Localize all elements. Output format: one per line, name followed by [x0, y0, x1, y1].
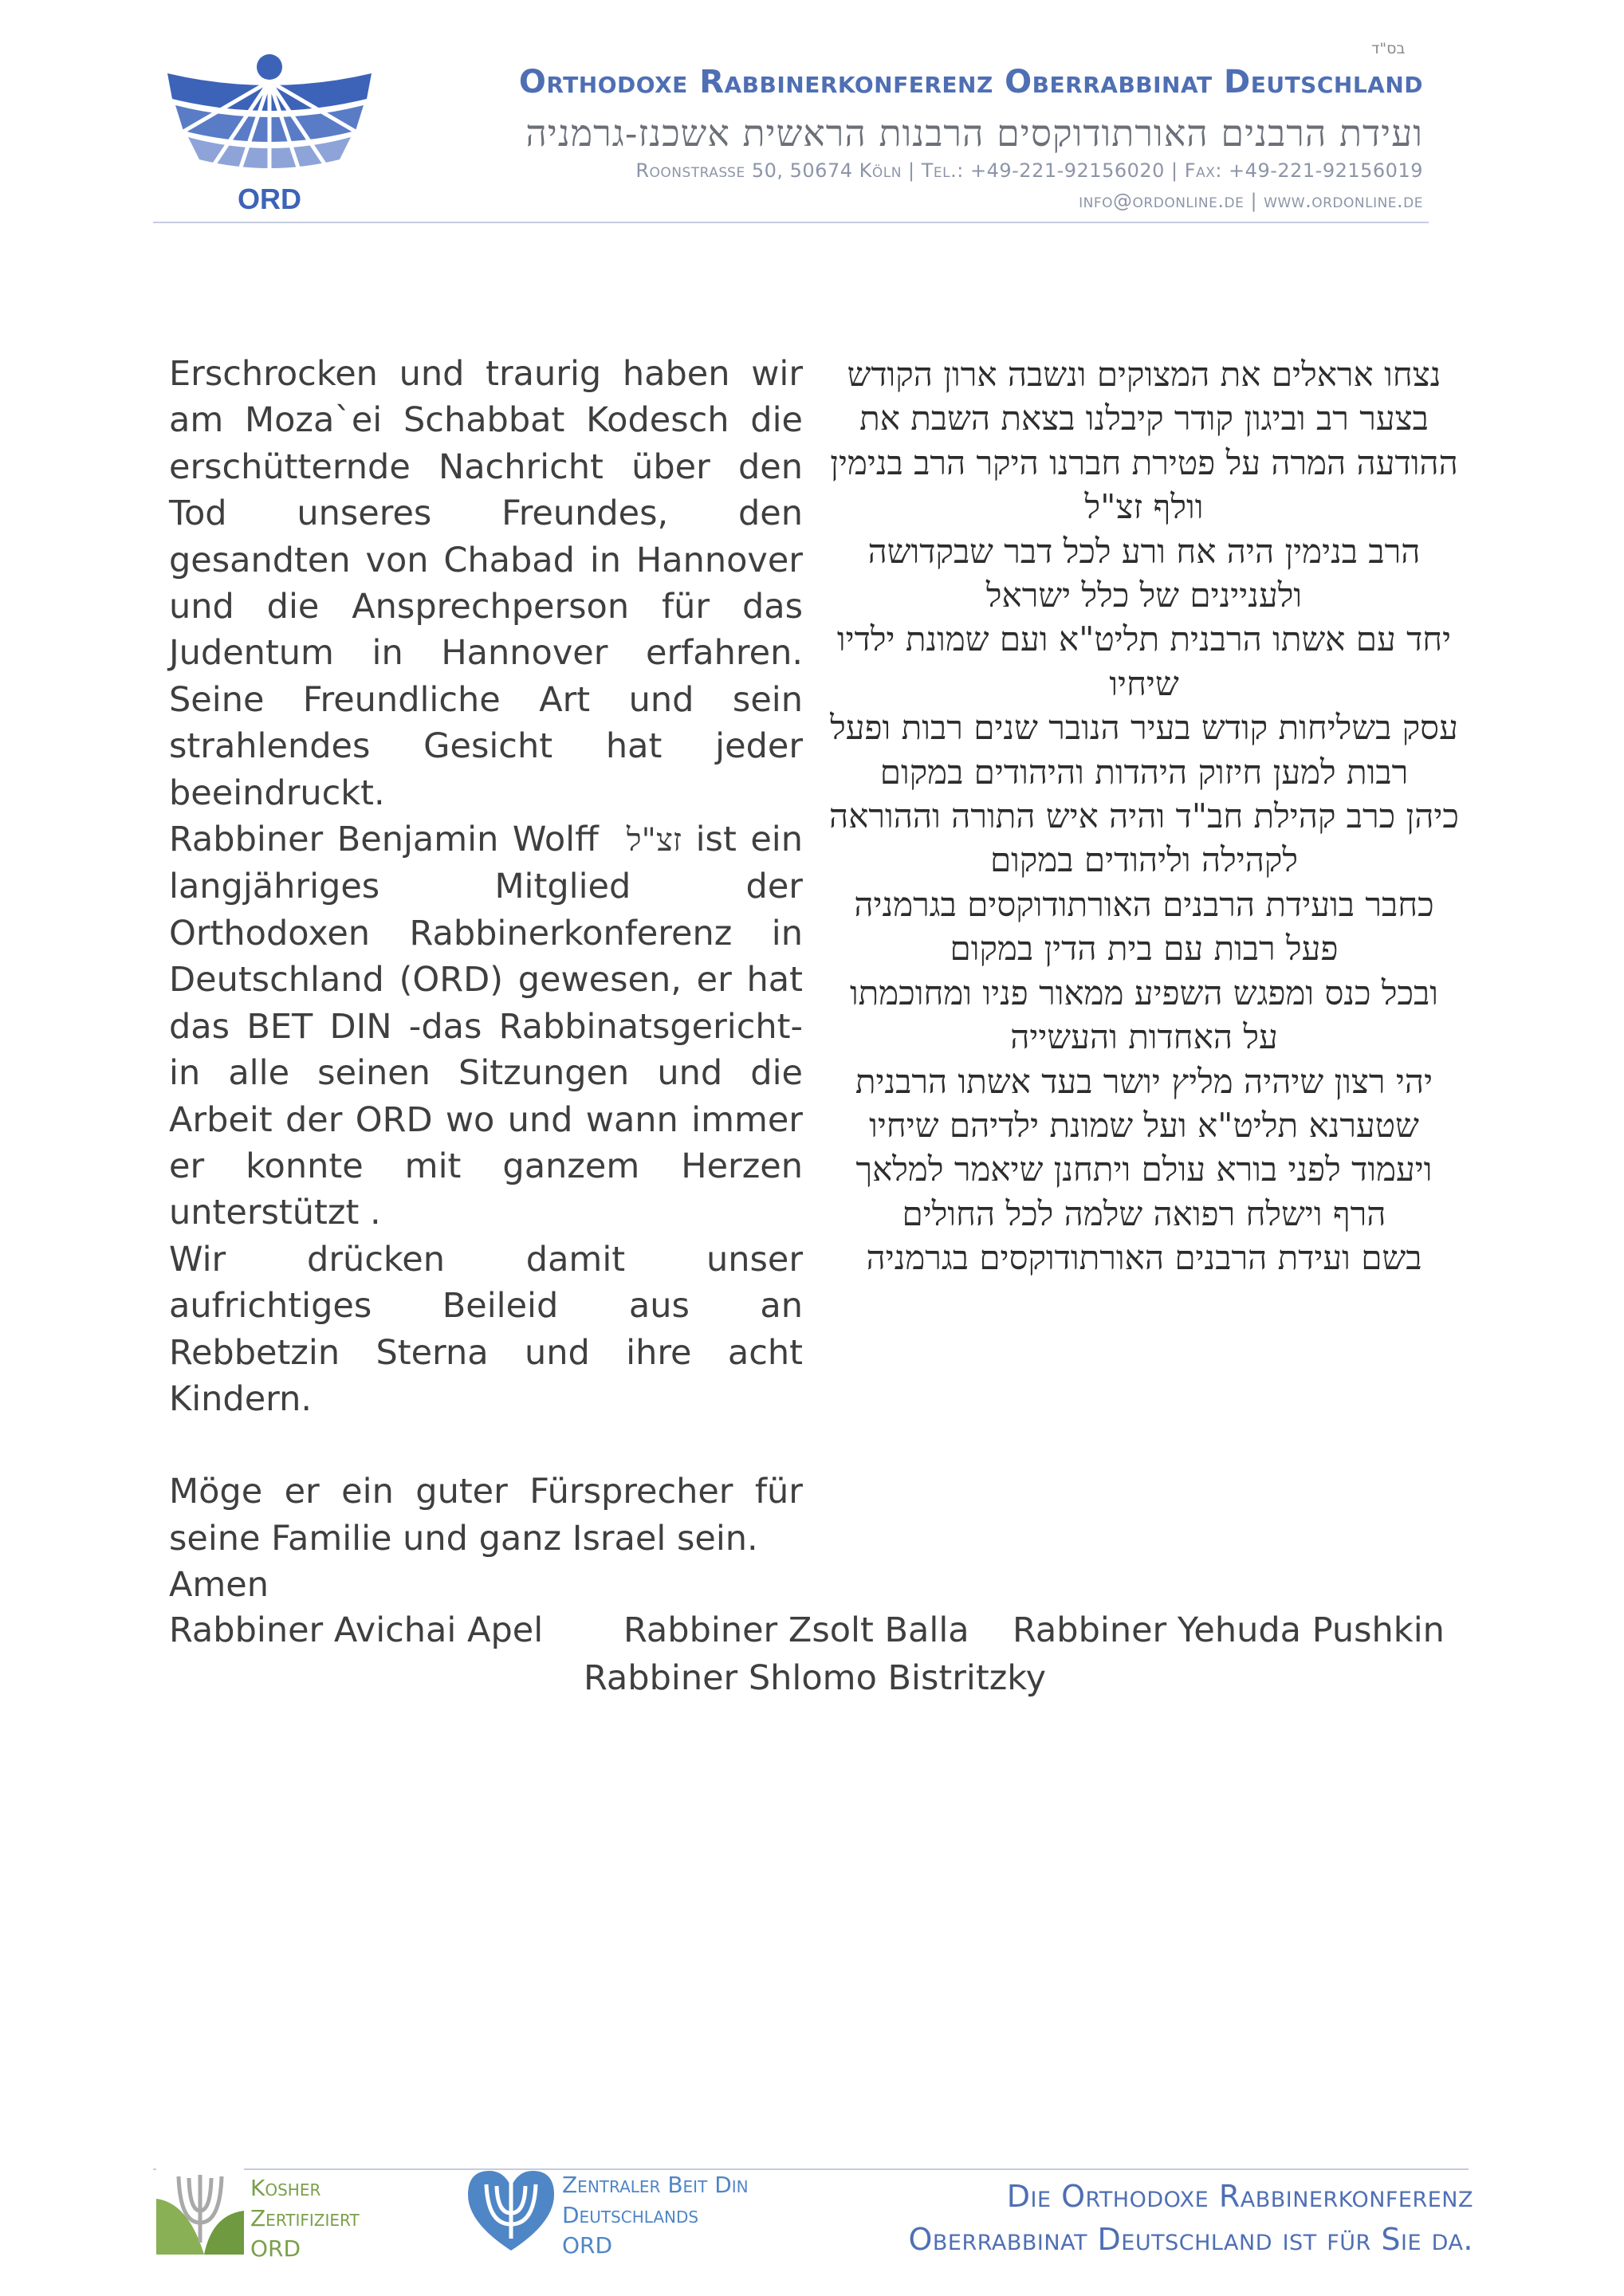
german-paragraph-4: Möge er ein guter Fürsprecher für seine Familie und ganz Israel sein.: [169, 1472, 803, 1559]
signature-apel: Rabbiner Avichai Apel: [169, 1610, 544, 1650]
contact-line: info@ordonline.de | www.ordonline.de: [1079, 190, 1423, 212]
menorah-heart-icon: [464, 2167, 558, 2255]
kosher-label-line: Kosher: [250, 2175, 321, 2201]
footer-slogan-line-1: Die Orthodoxe Rabbinerkonferenz: [1006, 2179, 1473, 2214]
beit-din-label-line: Zentraler Beit Din: [562, 2172, 749, 2198]
ord-logo-icon: [158, 49, 381, 217]
org-title: Orthodoxe Rabbinerkonferenz Oberrabbinat Deutschland: [518, 64, 1423, 100]
ord-logo: [158, 49, 381, 217]
hebrew-line: ובכל כנס ומפגש השפיע ממאור פניו ומחוכמתו על האחדות והעשייה: [849, 973, 1439, 1057]
footer-slogan-line-2: Oberrabbinat Deutschland ist für Sie da.: [908, 2222, 1473, 2257]
hebrew-letter: [829, 352, 1459, 1280]
footer-slogan: [797, 2175, 1473, 2261]
signature-pushkin: Rabbiner Yehuda Pushkin: [1013, 1610, 1445, 1650]
header-divider: [153, 222, 1429, 223]
kosher-label: [250, 2173, 360, 2264]
kosher-label-line: ORD: [250, 2235, 301, 2262]
hebrew-line: עסק בשליחות קודש בעיר הנובר שנים רבות ופעל רבות למען חיזוק היהדות והיהודים במקום: [830, 708, 1458, 792]
bsd-mark: בס"ד: [1371, 40, 1406, 57]
rabbi-name: Rabbiner Benjamin Wolff: [169, 820, 599, 860]
german-paragraph-2-rest: ist ein langjähriges Mitglied der Orthodoxen Rabbinerkonferenz in Deutschland (ORD) gewesen, er hat das BET DIN -das Rabbinatsgericht- in alle seinen Sitzungen und die Arbeit der ORD wo und wann immer er konnte mit ganzem Herzen unterstützt .: [169, 820, 803, 1233]
hebrew-line: כחבר בועידת הרבנים האורתודוקסים בגרמניה פעל רבות עם בית הדין במקום: [854, 884, 1434, 969]
hebrew-line: בשם ועידת הרבנים האורתודוקסים בגרמניה: [866, 1238, 1422, 1278]
footer-divider: [153, 2168, 1469, 2170]
hebrew-line: בצער רב וביגון קודר קיבלנו בצאת השבת את ההודעה המרה על פטירת חברנו היקר הרב בנימין וולף זצ"ל: [830, 399, 1458, 527]
org-hebrew-title: ועידת הרבנים האורתודוקסים הרבנות הראשית אשכנז-גרמניה: [525, 112, 1423, 155]
hebrew-line: הרב בנימין היה אח ורע לכל דבר שבקדושה ולעניינים של כלל ישראל: [867, 531, 1421, 615]
german-paragraph-2: [169, 816, 803, 1236]
zl-abbreviation: זצ"ל: [626, 822, 682, 859]
address-line: Roonstraße 50, 50674 Köln | Tel.: +49-221-92156020 | Fax: +49-221-92156019: [635, 159, 1423, 182]
beit-din-label: [562, 2170, 749, 2261]
hebrew-line: ויעמוד לפני בורא עולם ויתחנן שיאמר למלאך הרף וישלח רפואה שלמה לכל החולים: [855, 1150, 1433, 1233]
beit-din-label-line: ORD: [562, 2232, 613, 2259]
kosher-label-line: Zertifiziert: [250, 2205, 360, 2231]
german-amen: Amen: [169, 1565, 269, 1606]
menorah-leaf-icon: [156, 2167, 244, 2255]
hebrew-line: יהי רצון שיהיה מליץ יושר בעד אשתו הרבנית שטערנא תליט"א ועל שמונת ילדיהם שיחיו: [855, 1061, 1433, 1145]
beit-din-logo: [464, 2167, 558, 2255]
ord-logo-text: ORD: [238, 183, 301, 215]
hebrew-line: כיהן כרב קהילת חב"ד והיה איש התורה וההוראה לקהילה וליהודים במקום: [829, 796, 1459, 880]
german-paragraph-3: Wir drücken damit unser aufrichtiges Beileid aus an Rebbetzin Sterna und ihre acht Kindern.: [169, 1239, 803, 1419]
hebrew-line: נצחו אראלים את המצוקים ונשבה ארון הקודש: [847, 355, 1441, 394]
hebrew-line: יחד עם אשתו הרבנית תליט"א ועם שמונת ילדיו שיחיו: [836, 619, 1452, 703]
german-paragraph-1: Erschrocken und traurig haben wir am Moza`ei Schabbat Kodesch die erschütternde Nachricht über den Tod unseres Freundes, den gesandten von Chabad in Hannover und die Ansprechperson für das Judentum in Hannover erfahren. Seine Freundliche Art und sein strahlendes Gesicht hat jeder beeindruckt.: [169, 354, 803, 813]
signature-bistritzky: Rabbiner Shlomo Bistritzky: [584, 1658, 1047, 1698]
kosher-logo: [156, 2167, 244, 2255]
german-letter: [169, 351, 803, 1609]
signature-balla: Rabbiner Zsolt Balla: [623, 1610, 969, 1650]
beit-din-label-line: Deutschlands: [562, 2202, 699, 2228]
